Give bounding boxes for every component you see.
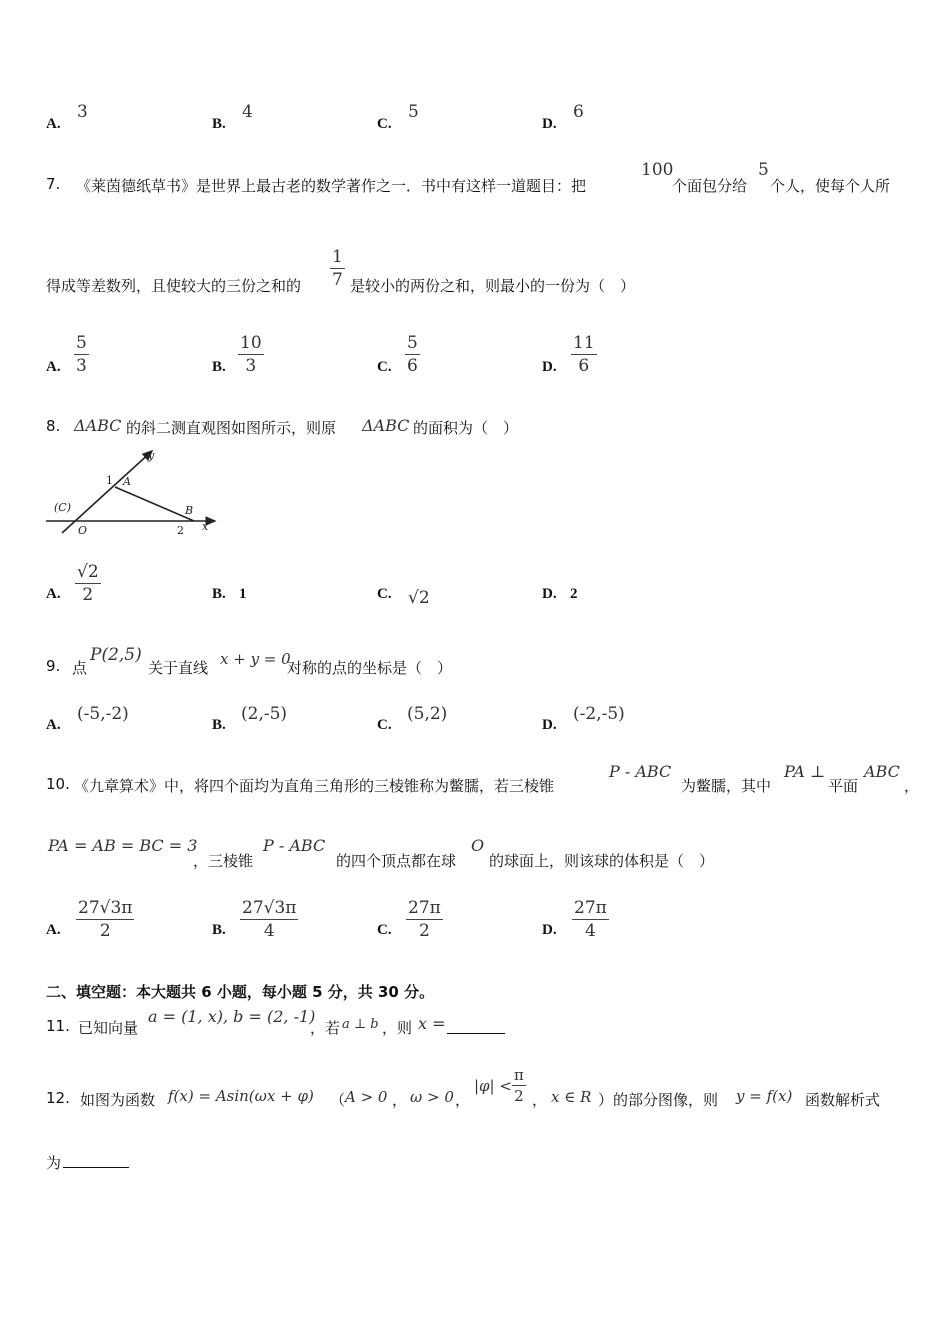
q7-math-5: 5 [758, 160, 769, 180]
label-c: (C) [54, 501, 71, 514]
q6-option-a-value: 3 [77, 102, 88, 122]
label-x: x [202, 520, 209, 533]
q10-option-c-frac [406, 898, 443, 941]
q11-answer-blank[interactable] [447, 1019, 505, 1034]
q7-option-d-label: D. [542, 359, 557, 375]
q12-text-3: ， [392, 1091, 408, 1109]
q12-math-x-in-r: x ∈ R [551, 1088, 592, 1106]
q10-math-pa-perp: PA ⊥ [784, 762, 825, 781]
q8-number: 8. [46, 417, 61, 435]
q7-option-b-num: 10 [240, 333, 262, 353]
q7-frac-den: 7 [332, 270, 343, 290]
q9-option-d-value: (-2,-5) [573, 704, 625, 724]
segment-ab [115, 487, 194, 521]
q10-option-a-num: 27√3π [78, 898, 133, 918]
q7-option-d-num: 11 [573, 333, 595, 353]
q12-fraction [512, 1066, 526, 1105]
q9-math-line: x + y = 0 [220, 650, 291, 668]
q7-option-c-den: 6 [407, 356, 418, 376]
q7-option-c-num: 5 [407, 333, 418, 353]
q6-option-b-label: B. [212, 116, 226, 132]
q12-frac-den: 2 [514, 1087, 524, 1105]
q8-option-d-value: 2 [570, 586, 578, 602]
q10-text-3: 平面 [828, 777, 859, 795]
q6-option-a-label: A. [46, 116, 61, 132]
q11-math-perp: a ⊥ b [342, 1017, 379, 1032]
q10-text-6: 的四个顶点都在球 [336, 852, 457, 870]
q9-option-a-label: A. [46, 717, 61, 733]
q6-option-d-value: 6 [573, 102, 584, 122]
q9-option-b-label: B. [212, 717, 226, 733]
q7-option-a-den: 3 [76, 356, 87, 376]
q7-option-c-frac [405, 333, 420, 376]
q7-option-a-label: A. [46, 359, 61, 375]
label-y: y [148, 449, 155, 462]
q9-text-1: 点 [72, 659, 88, 677]
q7-fraction [330, 247, 345, 290]
q6-option-c-value: 5 [408, 102, 419, 122]
label-2: 2 [177, 524, 184, 537]
q12-text-1: 如图为函数 [80, 1091, 156, 1109]
q10-option-c-den: 2 [418, 921, 430, 941]
q9-math-point: P(2,5) [90, 645, 142, 665]
q10-text-4: ， [904, 777, 920, 795]
q7-text-4: 得成等差数列，且使较大的三份之和的 [46, 277, 302, 295]
q12-text-7: 函数解析式 [805, 1091, 881, 1109]
q7-option-b-frac [238, 333, 264, 376]
q10-option-b-num: 27√3π [242, 898, 297, 918]
q8-option-c-label: C. [377, 586, 392, 602]
q7-option-d-frac [571, 333, 597, 376]
q10-option-c-label: C. [377, 922, 392, 938]
q7-option-d-den: 6 [578, 356, 590, 376]
label-b: B [185, 504, 194, 517]
q8-text-1: 的斜二测直观图如图所示，则原 [126, 419, 337, 437]
q7-option-b-label: B. [212, 359, 226, 375]
q9-option-d-label: D. [542, 717, 557, 733]
q10-math-pabc: P - ABC [609, 762, 672, 781]
q7-text-2: 个面包分给 [672, 177, 748, 195]
q12-text-5: ， [532, 1091, 548, 1109]
q10-text-1: 《九章算术》中，将四个面均为直角三角形的三棱锥称为鳖臑，若三棱锥 [74, 777, 555, 795]
q7-option-b-den: 3 [245, 356, 257, 376]
q12-math-a: A > 0 [345, 1088, 388, 1106]
q8-option-b-label: B. [212, 586, 226, 602]
q10-option-b-frac [240, 898, 298, 941]
q8-option-b-value: 1 [239, 586, 247, 602]
q12-math-y: y = f(x) [736, 1087, 793, 1105]
q7-number: 7. [46, 175, 61, 193]
q8-math-abc-1: ΔABC [74, 416, 122, 435]
q8-oblique-figure [40, 443, 230, 543]
q11-math-x: x = [418, 1014, 446, 1033]
q8-option-a-label: A. [46, 586, 61, 602]
q10-text-5: ，三棱锥 [193, 852, 254, 870]
q12-text-8: 为 [46, 1154, 62, 1172]
q10-option-d-frac [572, 898, 609, 941]
q10-option-d-num: 27π [574, 898, 607, 918]
q6-option-b-value: 4 [242, 102, 253, 122]
q7-option-a-num: 5 [76, 333, 87, 353]
q11-math-vectors: a = (1, x), b = (2, -1) [148, 1007, 316, 1026]
q12-answer-blank[interactable] [63, 1153, 129, 1168]
q7-option-c-label: C. [377, 359, 392, 375]
q7-text-3: 个人，使每个人所 [770, 177, 891, 195]
q12-math-function: f(x) = Asin(ωx + φ) [168, 1087, 314, 1105]
q6-option-c-label: C. [377, 116, 392, 132]
label-o: O [78, 524, 88, 537]
q9-option-b-value: (2,-5) [241, 704, 288, 724]
q12-text-2: （ [330, 1091, 346, 1109]
q10-option-a-label: A. [46, 922, 61, 938]
q10-text-2: 为鳖臑，其中 [681, 777, 772, 795]
q8-option-a-frac [75, 562, 101, 605]
label-1: 1 [106, 474, 113, 487]
q7-math-100: 100 [641, 160, 674, 180]
q12-number: 12. [46, 1089, 70, 1107]
q12-math-omega: ω > 0 [410, 1088, 454, 1106]
q10-math-abc: ABC [864, 762, 900, 781]
q9-text-2: 关于直线 [148, 659, 209, 677]
q12-math-phi: |φ| < [474, 1077, 512, 1095]
q10-option-b-label: B. [212, 922, 226, 938]
q11-text-3: ，则 [382, 1019, 413, 1037]
section-2-heading: 二、填空题：本大题共 6 小题，每小题 5 分，共 30 分。 [46, 983, 435, 1001]
q10-option-b-den: 4 [263, 921, 275, 941]
q11-text-1: 已知向量 [78, 1019, 139, 1037]
q11-text-2: ，若 [310, 1019, 341, 1037]
q9-text-3: 对称的点的坐标是（ ） [287, 659, 453, 677]
q12-frac-num: π [514, 1066, 524, 1084]
q8-option-c-value: √2 [408, 588, 430, 608]
q7-text-5: 是较小的两份之和，则最小的一份为（ ） [350, 277, 636, 295]
q10-text-7: 的球面上，则该球的体积是（ ） [489, 852, 715, 870]
q12-text-4: ， [455, 1091, 471, 1109]
q8-option-a-num: √2 [77, 562, 99, 582]
q8-text-2: 的面积为（ ） [413, 419, 519, 437]
q9-option-a-value: (-5,-2) [77, 704, 129, 724]
q10-option-a-frac [76, 898, 134, 941]
q10-option-a-den: 2 [99, 921, 111, 941]
q7-text-1: 《莱茵德纸草书》是世界上最古老的数学著作之一．书中有这样一道题目：把 [76, 177, 587, 195]
q8-option-d-label: D. [542, 586, 557, 602]
q9-option-c-value: (5,2) [407, 704, 448, 724]
q8-math-abc-2: ΔABC [362, 416, 410, 435]
q7-option-a-frac [74, 333, 89, 376]
q6-option-d-label: D. [542, 116, 557, 132]
q10-math-o: O [471, 836, 485, 855]
q11-number: 11. [46, 1017, 70, 1035]
q9-option-c-label: C. [377, 717, 392, 733]
q10-math-equal-lengths: PA = AB = BC = 3 [48, 836, 198, 855]
q10-option-d-den: 4 [584, 921, 596, 941]
q12-text-6: ）的部分图像，则 [598, 1091, 719, 1109]
label-a: A [123, 475, 131, 488]
q7-frac-num: 1 [332, 247, 343, 267]
q10-option-c-num: 27π [408, 898, 441, 918]
q10-number: 10. [46, 775, 70, 793]
q9-number: 9. [46, 657, 61, 675]
q8-option-a-den: 2 [82, 585, 94, 605]
q10-math-pabc-2: P - ABC [263, 836, 326, 855]
q10-option-d-label: D. [542, 922, 557, 938]
